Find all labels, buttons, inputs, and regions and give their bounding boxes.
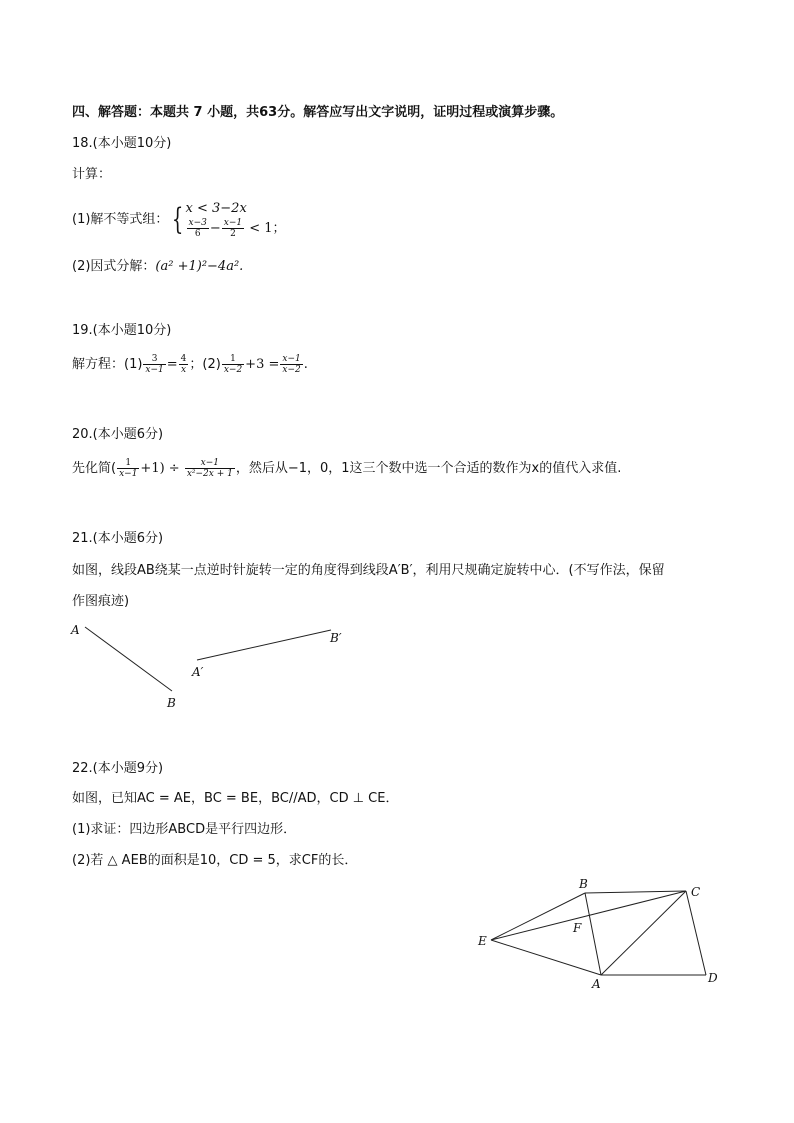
label-d: D: [708, 971, 718, 985]
label-b: B: [167, 696, 176, 710]
q20-header: 20.(本小题6分): [72, 427, 164, 442]
q20-plus1: +1) ÷: [140, 461, 180, 476]
frac-num: x−1: [282, 354, 301, 364]
brace-icon: {: [172, 201, 184, 237]
inequality-tail: < 1；: [249, 221, 286, 236]
segment-ea: [491, 940, 601, 975]
q20-tail: ，然后从−1，0，1这三个数中选一个合适的数作为x的值代入求值.: [235, 461, 622, 476]
label-b: B: [579, 877, 588, 891]
q21-line1: 如图，线段AB绕某一点逆时针旋转一定的角度得到线段A′B′，利用尺规确定旋转中心．(不写作法，保留: [72, 563, 665, 578]
segment-ec: [491, 891, 686, 940]
q22-line2: (1)求证：四边形ABCD是平行四边形．: [72, 822, 297, 837]
label-a: A: [71, 623, 80, 637]
q19-prefix: 解方程：(1): [72, 357, 143, 372]
q19-end: .: [303, 357, 308, 372]
q19-mid: ；(2): [189, 357, 221, 372]
frac-den: 2: [230, 229, 236, 239]
q22-line1: 如图，已知AC = AE，BC = BE，BC//AD，CD ⊥ CE．: [72, 791, 399, 806]
frac-num: 3: [143, 354, 165, 365]
q19-plus3: +3 =: [245, 357, 280, 372]
label-c: C: [691, 885, 701, 899]
q18-part1-prefix: (1)解不等式组：: [72, 212, 169, 227]
frac-num: 4: [180, 354, 187, 364]
q19-header: 19.(本小题10分): [72, 323, 172, 338]
segment-ac: [601, 891, 686, 975]
q22-line3: (2)若 △ AEB的面积是10，CD = 5，求CF的长．: [72, 853, 358, 868]
segment-bc: [585, 891, 686, 893]
frac-num: x−1: [223, 218, 243, 228]
frac-den: x−1: [119, 469, 138, 479]
label-a: A: [592, 977, 601, 991]
frac-num: 1: [222, 354, 244, 365]
q21-line2: 作图痕迹): [72, 594, 130, 609]
segment-eb: [491, 893, 585, 940]
frac-den: x²−2x + 1: [186, 469, 233, 479]
minus-sign: −: [209, 221, 221, 236]
frac-den: 6: [194, 229, 201, 239]
label-f: F: [573, 921, 582, 935]
q18-intro: 计算：: [72, 167, 112, 182]
q20-prefix: 先化简(: [72, 461, 117, 476]
frac-den: x−1: [145, 365, 164, 375]
segment-ba: [585, 893, 601, 975]
segment-cd: [686, 891, 706, 975]
frac-den: x−2: [282, 365, 301, 375]
frac-den: x−2: [223, 365, 243, 375]
label-e: E: [478, 934, 487, 948]
q21-header: 21.(本小题6分): [72, 531, 164, 546]
q18-part2-expr: (a² +1)²−4a².: [155, 259, 244, 274]
label-a-prime: A′: [192, 665, 204, 679]
frac-num: x−3: [188, 218, 207, 228]
inequality-row-1: x < 3−2x: [185, 201, 247, 216]
q22-header: 22.(本小题9分): [72, 761, 164, 776]
equals-sign: =: [166, 357, 178, 372]
q18-part2-prefix: (2)因式分解：: [72, 259, 156, 274]
frac-num: 1: [117, 458, 139, 469]
section-heading: 四、解答题：本题共 7 小题，共63分。解答应写出文字说明，证明过程或演算步骤。: [72, 105, 564, 120]
frac-den: x: [181, 365, 187, 375]
frac-num: x−1: [185, 458, 235, 469]
label-b-prime: B′: [330, 631, 342, 645]
q18-header: 18.(本小题10分): [72, 136, 172, 151]
